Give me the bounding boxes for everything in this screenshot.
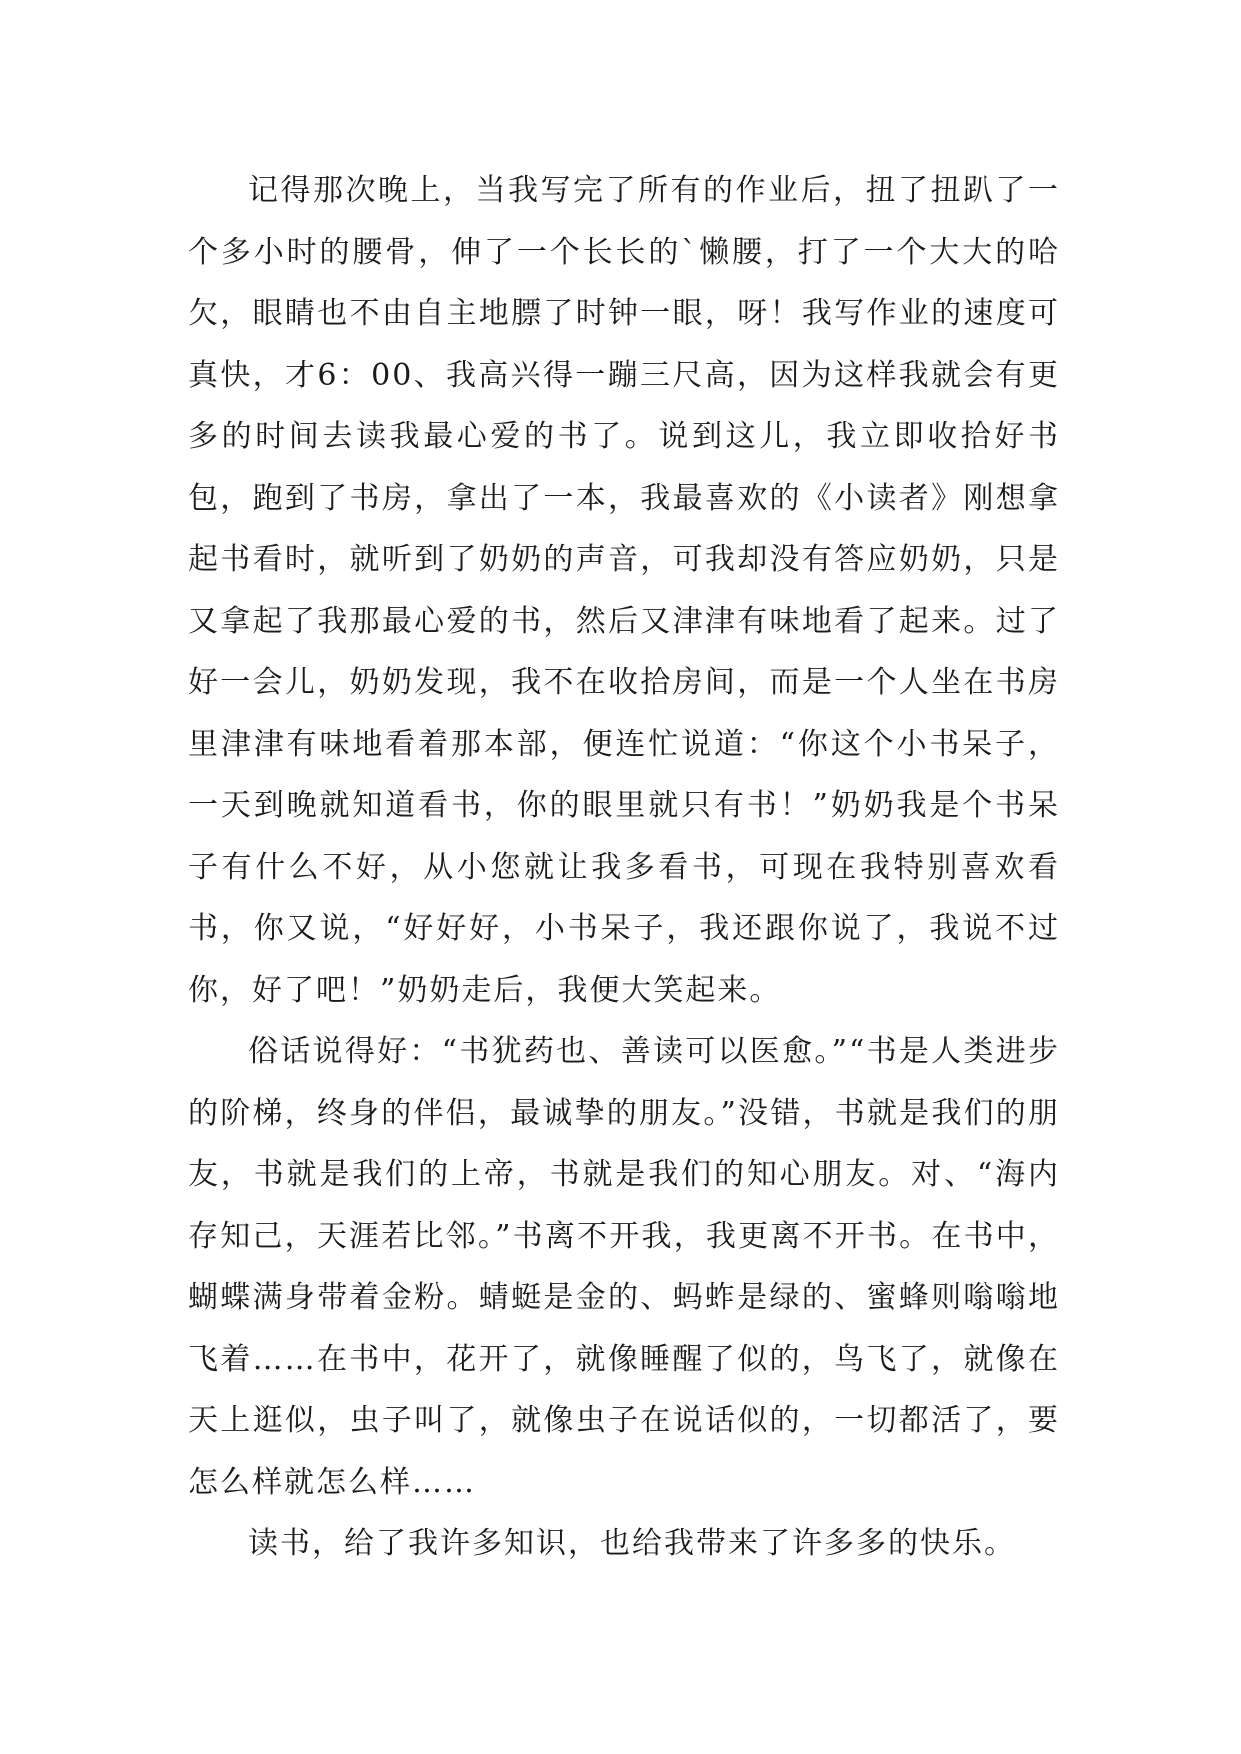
document-body [188,160,1060,1575]
paragraph-2: 俗话说得好：“书犹药也、善读可以医愈。”“书是人类进步的阶梯，终身的伴侣，最诚挚的朋友。”没错，书就是我们的朋友，书就是我们的上帝，书就是我们的知心朋友。对、“海内存知己，天涯若比邻。”书离不开我，我更离不开书。在书中，蝴蝶满身带着金粉。蜻蜓是金的、蚂蚱是绿的、蜜蜂则嗡嗡地飞着……在书中，花开了，就像睡醒了似的，鸟飞了，就像在天上逛似，虫子叫了，就像虫子在说话似的，一切都活了，要怎么样就怎么样…… [188,1034,1060,1500]
paragraph-3: 读书，给了我许多知识，也给我带来了许多多的快乐。 [248,1526,1016,1561]
paragraph-1: 记得那次晚上，当我写完了所有的作业后，扭了扭趴了一个多小时的腰骨，伸了一个长长的`懒腰，打了一个大大的哈欠，眼睛也不由自主地膘了时钟一眼，呀！我写作业的速度可真快，才6：00、我高兴得一蹦三尺高，因为这样我就会有更多的时间去读我最心爱的书了。说到这儿，我立即收拾好书包，跑到了书房，拿出了一本，我最喜欢的《小读者》刚想拿起书看时，就听到了奶奶的声音，可我却没有答应奶奶，只是又拿起了我那最心爱的书，然后又津津有味地看了起来。过了好一会儿，奶奶发现，我不在收拾房间，而是一个人坐在书房里津津有味地看着那本部，便连忙说道：“你这个小书呆子，一天到晚就知道看书，你的眼里就只有书！”奶奶我是个书呆子有什么不好，从小您就让我多看书，可现在我特别喜欢看书，你又说，“好好好，小书呆子，我还跟你说了，我说不过你，好了吧！”奶奶走后，我便大笑起来。 [188,173,1060,1008]
